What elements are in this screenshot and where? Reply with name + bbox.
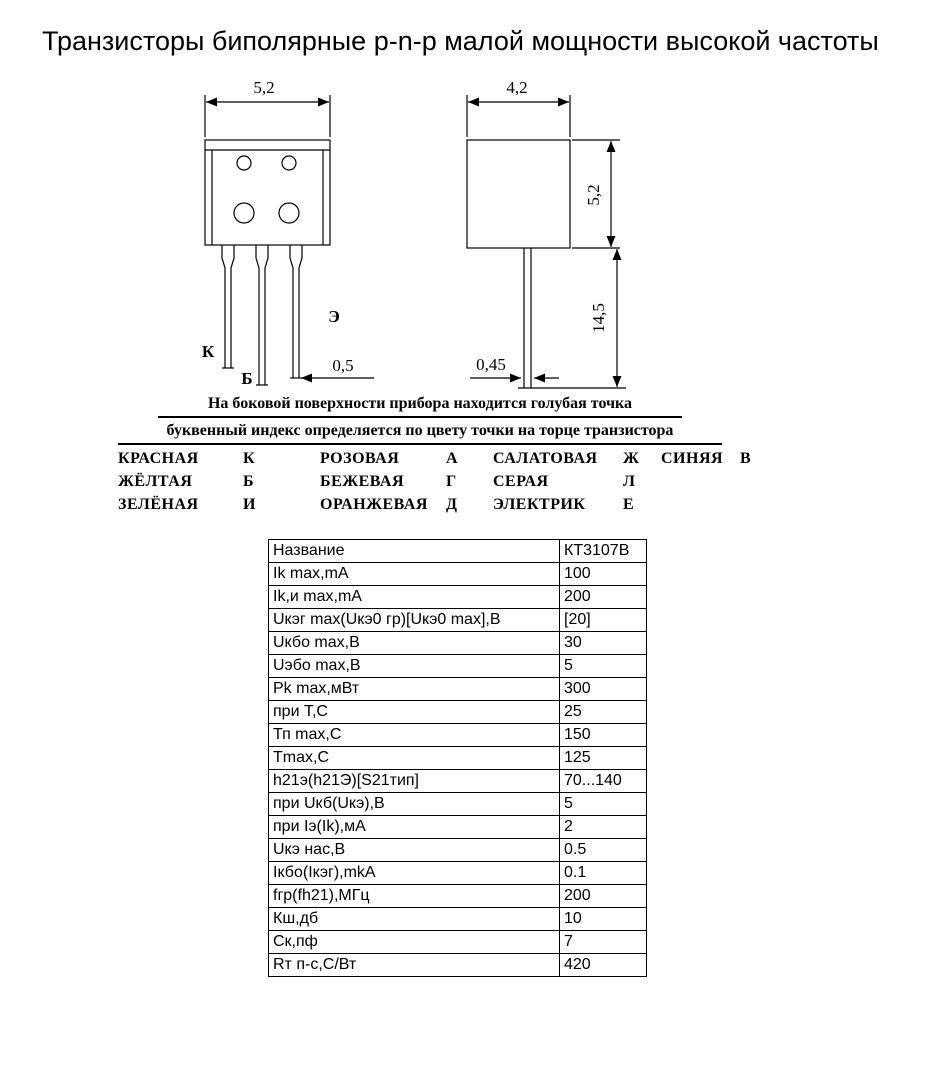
marking-note-line1: На боковой поверхности прибора находится голубая точка xyxy=(158,394,682,418)
color-code xyxy=(740,493,778,516)
param-name: при Uкб(Uкэ),В xyxy=(269,793,560,816)
color-code xyxy=(740,470,778,493)
color-code: И xyxy=(243,496,256,513)
color-code: Д xyxy=(446,496,458,513)
table-row xyxy=(269,839,647,862)
marking-notes xyxy=(118,394,722,445)
table-row xyxy=(269,931,647,954)
color-name: ЖЁЛТАЯ xyxy=(118,473,193,490)
param-name: fгр(fh21),МГц xyxy=(269,885,560,908)
param-name: Uкэг max(Uкэ0 гр)[Uкэ0 max],В xyxy=(269,609,560,632)
dot-color-code-table xyxy=(118,447,778,516)
side-lead-width-dimension-label: 0,45 xyxy=(476,355,506,374)
param-value: 200 xyxy=(560,885,647,908)
param-name: Ск,пф xyxy=(269,931,560,954)
param-value: 150 xyxy=(560,724,647,747)
param-name: Ik max,mA xyxy=(269,563,560,586)
param-value: 10 xyxy=(560,908,647,931)
param-value: 420 xyxy=(560,954,647,977)
param-value: 2 xyxy=(560,816,647,839)
front-view-drawing xyxy=(205,95,374,385)
table-row xyxy=(269,632,647,655)
color-name: РОЗОВАЯ xyxy=(320,450,400,467)
color-name xyxy=(661,493,740,516)
color-code: А xyxy=(446,450,459,467)
table-row xyxy=(269,586,647,609)
param-value: 0.5 xyxy=(560,839,647,862)
color-name: САЛАТОВАЯ xyxy=(493,450,598,467)
table-row xyxy=(269,816,647,839)
table-row xyxy=(269,770,647,793)
param-value: 100 xyxy=(560,563,647,586)
param-value: КТ3107В xyxy=(560,540,647,563)
param-value: [20] xyxy=(560,609,647,632)
param-value: 5 xyxy=(560,793,647,816)
table-row xyxy=(269,862,647,885)
parameters-table xyxy=(268,539,647,977)
color-name xyxy=(661,470,740,493)
table-row xyxy=(269,678,647,701)
param-value: 300 xyxy=(560,678,647,701)
color-code: Е xyxy=(623,496,635,513)
param-name: при Т,С xyxy=(269,701,560,724)
side-lead-length-dimension-label: 14,5 xyxy=(589,303,608,333)
param-value: 125 xyxy=(560,747,647,770)
param-value: 25 xyxy=(560,701,647,724)
color-name: СЕРАЯ xyxy=(493,473,549,490)
param-name: Uэбо max,В xyxy=(269,655,560,678)
param-name: при Iэ(Ik),мА xyxy=(269,816,560,839)
table-row xyxy=(269,724,647,747)
color-name: ЭЛЕКТРИК xyxy=(493,496,586,513)
param-value: 5 xyxy=(560,655,647,678)
param-name: h21э(h21Э)[S21тип] xyxy=(269,770,560,793)
param-value: 200 xyxy=(560,586,647,609)
color-code: Б xyxy=(243,473,255,490)
color-code: К xyxy=(243,450,256,467)
param-name: Тп max,С xyxy=(269,724,560,747)
package-drawings xyxy=(0,75,932,405)
table-row xyxy=(269,609,647,632)
table-row xyxy=(269,701,647,724)
lead-label-base: Б xyxy=(241,369,253,388)
param-name: Название xyxy=(269,540,560,563)
param-name: Rт п-с,С/Вт xyxy=(269,954,560,977)
param-name: Ik,и max,mA xyxy=(269,586,560,609)
param-name: Кш,дб xyxy=(269,908,560,931)
table-row xyxy=(269,908,647,931)
table-row xyxy=(269,563,647,586)
param-value: 0.1 xyxy=(560,862,647,885)
side-height-dimension-label: 5,2 xyxy=(584,184,603,206)
color-name: КРАСНАЯ xyxy=(118,450,199,467)
page-title: Транзисторы биполярные p-n-p малой мощности высокой частоты xyxy=(42,26,879,56)
param-value: 70...140 xyxy=(560,770,647,793)
lead-label-emitter: Э xyxy=(328,307,340,326)
param-name: Pk max,мВт xyxy=(269,678,560,701)
table-row xyxy=(269,655,647,678)
param-value: 30 xyxy=(560,632,647,655)
color-name: ЗЕЛЁНАЯ xyxy=(118,496,199,513)
param-name: Iкбо(Iкэг),mkA xyxy=(269,862,560,885)
color-name: БЕЖЕВАЯ xyxy=(320,473,405,490)
param-name: Uкбо max,В xyxy=(269,632,560,655)
table-row xyxy=(269,954,647,977)
param-name: Тmax,С xyxy=(269,747,560,770)
table-row xyxy=(269,747,647,770)
lead-label-collector: К xyxy=(201,342,215,361)
side-width-dimension-label: 4,2 xyxy=(506,78,528,97)
color-name: СИНЯЯ xyxy=(661,450,724,467)
param-value: 7 xyxy=(560,931,647,954)
marking-note-line2: буквенный индекс определяется по цвету точки на торце транзистора xyxy=(118,418,722,445)
color-code: Ж xyxy=(623,450,640,467)
side-view-drawing xyxy=(467,95,626,388)
color-code: Л xyxy=(623,473,636,490)
front-width-dimension-label: 5,2 xyxy=(253,78,275,97)
table-row xyxy=(269,540,647,563)
param-name: Uкэ нас,В xyxy=(269,839,560,862)
color-name: ОРАНЖЕВАЯ xyxy=(320,496,428,513)
front-lead-pitch-dimension-label: 0,5 xyxy=(332,356,354,375)
table-row xyxy=(269,885,647,908)
color-code: В xyxy=(740,450,752,467)
color-code: Г xyxy=(446,473,457,490)
table-row xyxy=(269,793,647,816)
